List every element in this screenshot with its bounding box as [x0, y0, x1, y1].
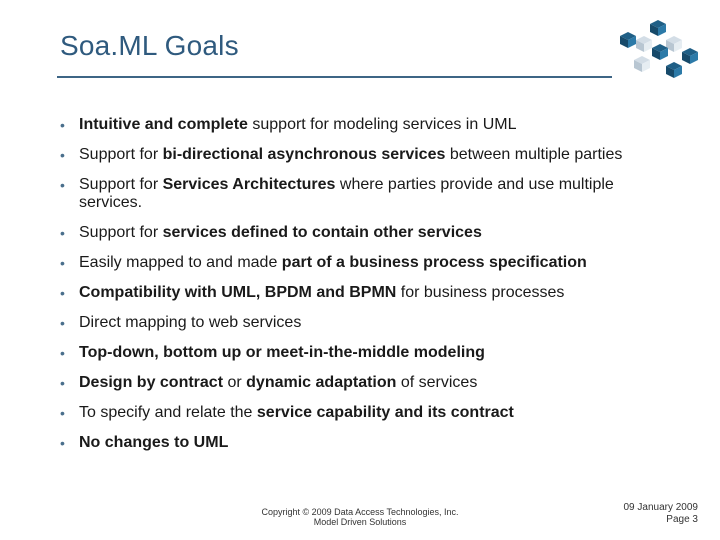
bullet-text: Support for	[79, 146, 163, 163]
bullet-dot-icon: •	[60, 177, 65, 193]
bullet-dot-icon: •	[60, 225, 65, 241]
bullet-text-bold: Intuitive and complete	[79, 116, 248, 133]
bullet-text: where parties provide and use multiple services.	[79, 176, 614, 211]
bullet-item	[58, 146, 678, 164]
page-number: Page 3	[666, 514, 698, 525]
bullet-item	[58, 344, 678, 362]
bullet-text-bold: part of a business process specification	[281, 254, 587, 271]
slide-date: 09 January 2009	[623, 502, 698, 513]
bullet-text-bold: services defined to contain other services	[162, 224, 482, 241]
bullet-text: support for modeling services in UML	[247, 116, 517, 133]
bullet-text: Support for	[79, 176, 163, 193]
bullet-item	[58, 224, 678, 242]
bullet-dot-icon: •	[60, 285, 65, 301]
bullet-text: between multiple parties	[445, 146, 623, 163]
bullet-dot-icon: •	[60, 405, 65, 421]
copyright-line: Copyright © 2009 Data Access Technologies, Inc.	[261, 507, 459, 517]
bullet-text: Direct mapping to web services	[79, 314, 302, 331]
bullet-item	[58, 434, 678, 452]
bullet-dot-icon: •	[60, 255, 65, 271]
bullet-text: Support for	[79, 224, 163, 241]
bullet-text: Easily mapped to and made	[79, 254, 282, 271]
bullet-dot-icon: •	[60, 117, 65, 133]
bullet-text-bold: Compatibility with UML, BPDM and BPMN	[79, 284, 397, 301]
bullet-text: To specify and relate the	[79, 404, 257, 421]
footer-meta	[623, 502, 698, 526]
bullet-text-bold: Services Architectures	[162, 176, 336, 193]
bullet-text-bold: service capability and its contract	[256, 404, 514, 421]
company-tagline: Model Driven Solutions	[313, 517, 407, 527]
bullet-text-bold: dynamic adaptation	[246, 374, 397, 391]
bullet-dot-icon: •	[60, 315, 65, 331]
bullet-item	[58, 374, 678, 392]
slide-title: Soa.ML Goals	[60, 30, 239, 61]
footer-copyright	[230, 507, 490, 527]
bullet-text: for business processes	[396, 284, 565, 301]
bullet-dot-icon: •	[60, 345, 65, 361]
bullet-text-bold: bi-directional asynchronous services	[162, 146, 446, 163]
bullet-list	[58, 116, 678, 464]
bullet-dot-icon: •	[60, 435, 65, 451]
bullet-item	[58, 254, 678, 272]
title-divider	[57, 76, 612, 78]
bullet-dot-icon: •	[60, 147, 65, 163]
company-logo-cubes-icon	[620, 18, 700, 84]
bullet-text: or	[223, 374, 247, 391]
bullet-item	[58, 116, 678, 134]
bullet-text-bold: No changes to UML	[79, 434, 229, 451]
bullet-item	[58, 284, 678, 302]
bullet-item	[58, 314, 678, 332]
bullet-dot-icon: •	[60, 375, 65, 391]
bullet-item	[58, 176, 678, 212]
bullet-text: of services	[396, 374, 478, 391]
bullet-text-bold: Design by contract	[79, 374, 224, 391]
bullet-item	[58, 404, 678, 422]
bullet-text-bold: Top-down, bottom up or meet-in-the-middle modeling	[79, 344, 485, 361]
